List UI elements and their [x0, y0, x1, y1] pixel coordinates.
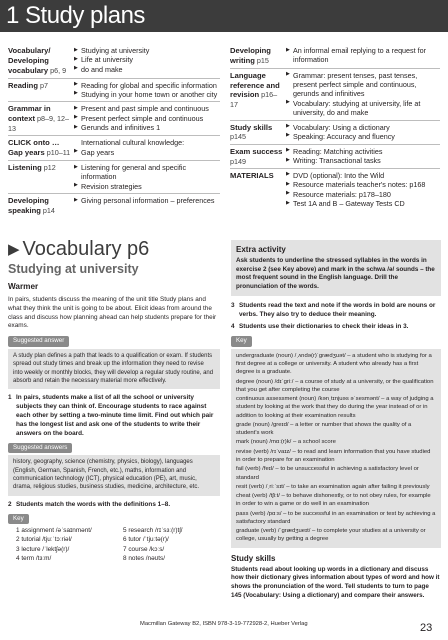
suggested-answers-badge: Suggested answers — [8, 443, 72, 454]
overview-row — [8, 44, 220, 78]
suggested-answers-box: history, geography, science (chemistry, physics, biology), languages (English, German, Spanish, French, etc.), maths, information and communication technology (ICT), physical education (PE), art, music, drama, religious studies, business studies, medicine, architecture, etc. — [8, 455, 220, 496]
overview-page-ref: p12 — [43, 163, 56, 173]
overview-page-ref: p8–9, 12–13 — [8, 114, 69, 134]
warmer-text: In pairs, students discuss the meaning of the unit title Study plans and what they think the unit is going to be about. Elicit ideas from around the class and discuss how planning ahead can help students prepare for their exams. — [8, 296, 217, 330]
overview-item: ▶ Resource materials teacher's notes: p168 — [286, 180, 438, 189]
key-definition: cheat (verb) /tʃiːt/ – to behave dishonestly, or to not obey rules, for example in order to win a game or do well in an examination — [236, 493, 431, 508]
key-word-item: 1 assignment /əˈsaɪnmənt/ — [16, 527, 92, 535]
overview-item: ▶ Gerunds and infinitives 1 — [74, 123, 218, 132]
overview-row — [230, 120, 440, 144]
extra-activity-box — [231, 240, 441, 296]
key-definition: undergraduate (noun) /ˌʌndə(r)ˈɡrædʒuət/ – a student who is studying for a first degree at a college or university. A student who already has a first degree is a graduate. — [236, 352, 432, 376]
extra-activity-title: Extra activity — [236, 245, 286, 254]
overview-item: ▶ Present and past simple and continuous — [74, 104, 218, 113]
overview-label: CLICK onto … Gap years — [8, 138, 60, 158]
overview-item: ▶ Gap years — [74, 148, 218, 157]
suggested-answer-box: A study plan defines a path that leads to a qualification or exam. If students spread out study times and break up the information they need to revise into weekly or monthly blocks, they will develop a regular study routine, and absorb and retain the necessary material more effectively. — [8, 349, 220, 390]
overview-page-ref: p145 — [230, 132, 246, 142]
overview-row — [230, 44, 440, 68]
key-definition: graduate (verb) /ˈɡrædʒueɪt/ – to complete your studies at a university or college, usually by getting a degree — [236, 528, 426, 543]
key-word-item: 4 term /tɜːm/ — [16, 554, 52, 562]
overview-page-ref: p16–17 — [230, 90, 278, 110]
study-skills-box — [231, 553, 441, 601]
overview-label: Listening — [8, 163, 42, 173]
overview-item: ▶ Present perfect simple and continuous — [74, 114, 218, 123]
key-definition: grade (noun) /ɡreɪd/ – a letter or number that shows the quality of a student's work — [236, 421, 412, 437]
left-column — [8, 296, 220, 563]
overview-item: ▶ Listening for general and specific information — [74, 163, 218, 182]
overview-item: ▶ Reading: Matching activities — [286, 147, 438, 156]
overview-item: ▶ Revision strategies — [74, 182, 218, 191]
warmer-heading: Warmer — [8, 282, 39, 291]
overview-item: ▶ Giving personal information – preferences — [74, 196, 218, 205]
overview-item: ▶ DVD (optional): Into the Wild — [286, 171, 438, 180]
overview-page-ref: p149 — [230, 156, 246, 166]
extra-activity-text: Ask students to underline the stressed syllables in the words in exercise 2 (see Key above) and mark in the schwa /ə/ sounds – the most frequent sound in the English language. Drill the pronunciation of the words. — [236, 257, 435, 291]
footer-credit: Macmillan Gateway B2, ISBN 978-3-19-772928-2, Hueber Verlag — [140, 621, 308, 627]
key-definition: revise (verb) /rɪˈvaɪz/ – to read and learn information that you have studied in order to prepare for an examination — [236, 448, 431, 463]
overview-label: Language reference and revision — [230, 70, 280, 100]
right-column — [231, 240, 441, 605]
vocabulary-subheading: Studying at university — [8, 262, 139, 276]
overview-item: ▶ Vocabulary: studying at university, life at university, do and make — [286, 99, 438, 118]
task-1: 1 In pairs, students make a list of all the school or university subjects they can think of. Encourage students to race against each other by setting a two-minute time limit. Find out which pair has the longest list and ask one of the students to write their answers on the board. — [8, 394, 214, 437]
overview-label: Study skills — [230, 122, 273, 132]
key-definitions-box — [231, 349, 441, 548]
triangle-icon: ▶ — [8, 241, 20, 258]
vocabulary-heading: ▶ Vocabulary p6 — [8, 238, 150, 260]
overview-row — [8, 136, 220, 161]
overview-page-ref: p10–11 — [46, 148, 71, 158]
overview-page-ref: p15 — [256, 55, 269, 65]
key-word-item: 2 tutorial /tjuːˈtɔːriəl/ — [16, 536, 72, 544]
top-banner — [0, 0, 448, 32]
overview-label: Grammar in context — [8, 104, 51, 124]
task-4: 4 Students use their dictionaries to check their ideas in 3. — [231, 323, 409, 331]
key-word-item: 7 course /kɔːs/ — [123, 545, 165, 553]
overview-label: Reading — [8, 80, 38, 90]
key-word-item: 5 research /rɪˈsɜː(r)tʃ/ — [123, 527, 183, 535]
key-word-item: 3 lecture /ˈlektʃə(r)/ — [16, 545, 70, 553]
task-2: 2 Students match the words with the definitions 1–8. — [8, 500, 171, 508]
overview-row — [230, 68, 440, 120]
overview-row — [230, 168, 440, 210]
overview-item: ▶ Studying in your home town or another city — [74, 90, 218, 99]
overview-page-ref: p6, 9 — [50, 65, 67, 75]
key-definition: resit (verb) /ˌriːˈsɪt/ – to take an examination again after failing it previously — [236, 483, 430, 490]
overview-row — [8, 102, 220, 136]
overview-row — [8, 194, 220, 218]
overview-page-ref: p14 — [42, 206, 55, 216]
overview-item: ▶ An informal email replying to a request for information — [286, 46, 438, 65]
overview-label: Developing writing — [230, 46, 271, 65]
suggested-answer-badge: Suggested answer — [8, 336, 69, 347]
overview-row — [8, 161, 220, 194]
overview-item: ▶ Writing: Transactional tasks — [286, 156, 438, 165]
task-3: 3 Students read the text and note if the words in bold are nouns or verbs. They also try to deduce their meaning. — [231, 301, 436, 318]
key-word-list — [16, 526, 220, 563]
overview-row — [8, 78, 220, 102]
overview-label: MATERIALS — [230, 170, 274, 180]
overview-row — [230, 144, 440, 168]
overview-label: Vocabulary/ Developing vocabulary — [8, 46, 51, 75]
key-definition: continuous assessment (noun) /kənˌtɪnjuəs əˈsesmənt/ – a way of judging a student by looking at the work that they do during the year instead of or in addition to looking at their examination results — [236, 396, 434, 419]
overview-item: ▶ Resource materials: p178–180 — [286, 190, 438, 199]
overview-item: ▶ Reading for global and specific information — [74, 81, 218, 90]
overview-item: International cultural knowledge: — [81, 138, 185, 148]
key-word-item: 8 notes /nəʊts/ — [123, 554, 166, 562]
overview-item: ▶ do and make — [74, 65, 218, 74]
overview-item: ▶ Life at university — [74, 55, 218, 64]
key-definition: mark (noun) /mɑː(r)k/ – a school score — [236, 439, 336, 446]
overview-label: Developing speaking — [8, 196, 49, 216]
key-badge: Key — [8, 514, 29, 525]
study-skills-text: Students read about looking up words in a dictionary and discuss how their dictionary gives information about types of word and how it shows the pronunciation of the word. Tell students to turn to page 145 (Vocabulary: Using a dictionary) and compare their answers. — [231, 565, 440, 599]
overview-right — [230, 44, 440, 210]
overview-item: ▶ Grammar: present tenses, past tenses, present perfect simple and continuous, gerunds and infinitives — [286, 71, 438, 99]
overview-label: Exam success — [230, 146, 283, 156]
overview-left — [8, 44, 220, 218]
key-word-item: 6 tutor /ˈtjuːtə(r)/ — [123, 536, 169, 544]
overview-page-ref: p7 — [39, 80, 48, 90]
page-number: 23 — [420, 622, 433, 634]
overview-item: ▶ Vocabulary: Using a dictionary — [286, 123, 438, 132]
unit-title: 1 Study plans — [6, 2, 145, 29]
overview-item: ▶ Studying at university — [74, 46, 218, 55]
key-definition: pass (verb) /pɑːs/ – to be successful in an examination or test by achieving a satisfactory standard — [236, 510, 436, 525]
key-badge-right: Key — [231, 336, 252, 347]
overview-item: ▶ Speaking: Accuracy and fluency — [286, 132, 438, 141]
key-definition: degree (noun) /dɪˈɡriː/ – a course of study at a university, or the qualification that you get after completing the course — [236, 378, 434, 393]
overview-item: ▶ Test 1A and B – Gateway Tests CD — [286, 199, 438, 208]
study-skills-title: Study skills — [231, 553, 276, 563]
key-definition: fail (verb) /feɪl/ – to be unsuccessful in achieving a satisfactory level or standard — [236, 466, 419, 481]
